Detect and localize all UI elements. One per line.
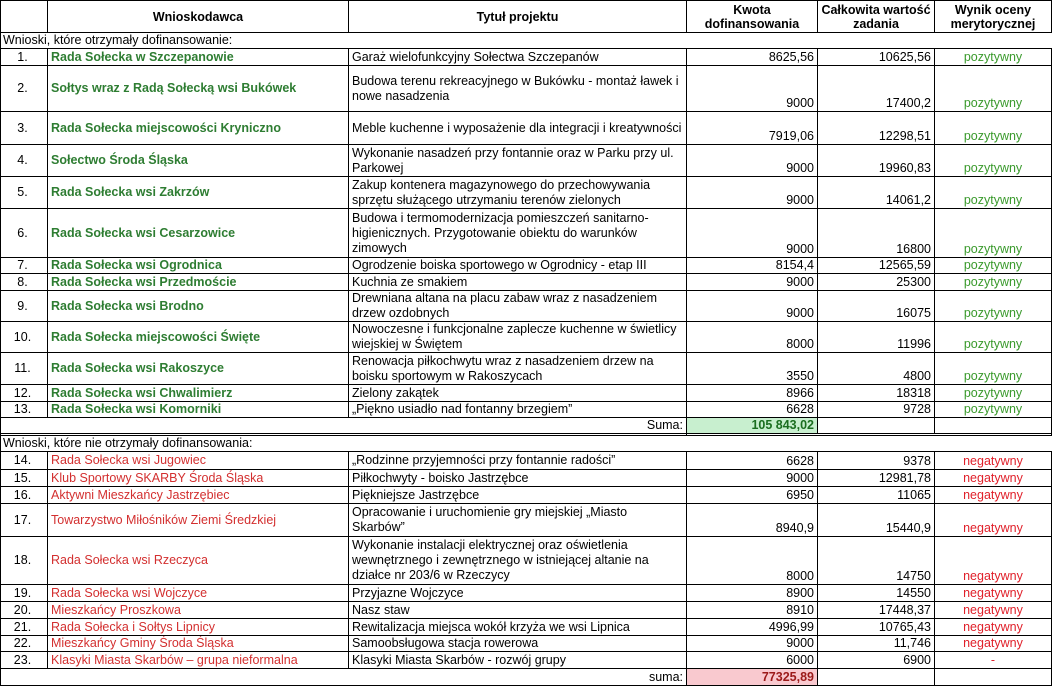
total-value: 4800 (818, 353, 935, 385)
total-value: 25300 (818, 274, 935, 291)
total-value: 10625,56 (818, 49, 935, 66)
total-value: 17448,37 (818, 602, 935, 619)
funding-amount: 9000 (687, 209, 818, 258)
funding-amount: 7919,06 (687, 112, 818, 145)
funding-amount: 8940,9 (687, 504, 818, 537)
sum-label: Suma: (349, 418, 687, 434)
table-row (1, 602, 1052, 619)
applicant-name: Towarzystwo Miłośników Ziemi Średzkiej (48, 504, 349, 537)
applicant-name: Mieszkańcy Gminy Środa Śląska (48, 636, 349, 652)
evaluation-result: pozytywny (935, 258, 1052, 274)
sum-row-funded (1, 418, 1052, 434)
total-value: 9728 (818, 402, 935, 418)
section-not-funded (1, 436, 1052, 452)
table-row (1, 385, 1052, 402)
empty-cell (935, 669, 1052, 686)
project-title: Samoobsługowa stacja rowerowa (349, 636, 687, 652)
project-title: Przyjazne Wojczyce (349, 585, 687, 602)
evaluation-result: negatywny (935, 470, 1052, 487)
applicant-name: Rada Sołecka wsi Jugowiec (48, 452, 349, 470)
empty-cell (935, 418, 1052, 434)
empty-cell (818, 418, 935, 434)
header-result: Wynik oceny merytorycznej (935, 1, 1052, 33)
funding-amount: 9000 (687, 636, 818, 652)
applicant-name: Rada Sołecka wsi Cesarzowice (48, 209, 349, 258)
total-value: 12981,78 (818, 470, 935, 487)
evaluation-result: - (935, 652, 1052, 669)
funding-amount: 9000 (687, 145, 818, 177)
header-lp (1, 1, 48, 33)
applicant-name: Rada Sołecka wsi Przedmoście (48, 274, 349, 291)
funding-amount: 6628 (687, 452, 818, 470)
header-title: Tytuł projektu (349, 1, 687, 33)
evaluation-result: pozytywny (935, 402, 1052, 418)
evaluation-result: negatywny (935, 636, 1052, 652)
table-row (1, 504, 1052, 537)
row-number: 4. (1, 145, 48, 177)
row-number: 3. (1, 112, 48, 145)
applicant-name: Rada Sołecka wsi Zakrzów (48, 177, 349, 209)
project-title: Garaż wielofunkcyjny Sołectwa Szczepanów (349, 49, 687, 66)
empty-cell (1, 418, 48, 434)
total-value: 17400,2 (818, 66, 935, 112)
applicant-name: Sołectwo Środa Śląska (48, 145, 349, 177)
table-row (1, 537, 1052, 585)
applicant-name: Rada Sołecka wsi Komorniki (48, 402, 349, 418)
project-title: Rewitalizacja miejsca wokół krzyża we wsi Lipnica (349, 619, 687, 636)
total-value: 16800 (818, 209, 935, 258)
project-title: Nasz staw (349, 602, 687, 619)
table-row (1, 49, 1052, 66)
section-label: Wnioski, które otrzymały dofinansowanie: (1, 33, 1052, 49)
project-title: Piłkochwyty - boisko Jastrzębce (349, 470, 687, 487)
funding-amount: 3550 (687, 353, 818, 385)
project-title: Budowa i termomodernizacja pomieszczeń sanitarno-higienicznych. Przygotowanie obiektu do warunków zimowych (349, 209, 687, 258)
row-number: 6. (1, 209, 48, 258)
row-number: 22. (1, 636, 48, 652)
funding-amount: 9000 (687, 177, 818, 209)
row-number: 21. (1, 619, 48, 636)
total-value: 14061,2 (818, 177, 935, 209)
project-title: Wykonanie nasadzeń przy fontannie oraz w Parku przy ul. Parkowej (349, 145, 687, 177)
evaluation-result: pozytywny (935, 112, 1052, 145)
project-title: Kuchnia ze smakiem (349, 274, 687, 291)
header-total: Całkowita wartość zadania (818, 1, 935, 33)
table-row (1, 258, 1052, 274)
applicant-name: Rada Sołecka wsi Brodno (48, 291, 349, 322)
empty-cell (1, 669, 48, 686)
table-row (1, 274, 1052, 291)
funding-amount: 9000 (687, 274, 818, 291)
section-funded (1, 33, 1052, 49)
row-number: 19. (1, 585, 48, 602)
total-value: 12565,59 (818, 258, 935, 274)
project-title: Zielony zakątek (349, 385, 687, 402)
applicant-name: Rada Sołecka w Szczepanowie (48, 49, 349, 66)
table-row (1, 619, 1052, 636)
row-number: 15. (1, 470, 48, 487)
total-value: 9378 (818, 452, 935, 470)
evaluation-result: negatywny (935, 487, 1052, 504)
row-number: 12. (1, 385, 48, 402)
row-number: 7. (1, 258, 48, 274)
applicant-name: Aktywni Mieszkańcy Jastrzębiec (48, 487, 349, 504)
sum-row-not-funded (1, 669, 1052, 686)
table-row (1, 322, 1052, 353)
table-row (1, 353, 1052, 385)
total-value: 14750 (818, 537, 935, 585)
row-number: 16. (1, 487, 48, 504)
funding-amount: 8910 (687, 602, 818, 619)
project-title: Renowacja piłkochwytu wraz z nasadzeniem drzew na boisku sportowym w Rakoszycach (349, 353, 687, 385)
funding-amount: 6950 (687, 487, 818, 504)
funding-amount: 8154,4 (687, 258, 818, 274)
applicant-name: Rada Sołecka miejscowości Święte (48, 322, 349, 353)
evaluation-result: pozytywny (935, 291, 1052, 322)
evaluation-result: negatywny (935, 619, 1052, 636)
evaluation-result: negatywny (935, 537, 1052, 585)
evaluation-result: pozytywny (935, 177, 1052, 209)
header-amount: Kwota dofinansowania (687, 1, 818, 33)
row-number: 11. (1, 353, 48, 385)
applicant-name: Rada Sołecka miejscowości Kryniczno (48, 112, 349, 145)
project-title: Opracowanie i uruchomienie gry miejskiej „Miasto Skarbów” (349, 504, 687, 537)
project-title: Klasyki Miasta Skarbów - rozwój grupy (349, 652, 687, 669)
applicant-name: Klub Sportowy SKARBY Środa Śląska (48, 470, 349, 487)
funding-amount: 8966 (687, 385, 818, 402)
funding-amount: 9000 (687, 66, 818, 112)
sum-value-funded: 105 843,02 (687, 418, 818, 434)
evaluation-result: negatywny (935, 452, 1052, 470)
total-value: 11,746 (818, 636, 935, 652)
table-row (1, 66, 1052, 112)
table-row (1, 470, 1052, 487)
applicant-name: Rada Sołecka wsi Rakoszyce (48, 353, 349, 385)
applicant-name: Rada Sołecka wsi Wojczyce (48, 585, 349, 602)
table-row (1, 636, 1052, 652)
empty-cell (48, 418, 349, 434)
row-number: 18. (1, 537, 48, 585)
evaluation-result: pozytywny (935, 145, 1052, 177)
row-number: 8. (1, 274, 48, 291)
row-number: 13. (1, 402, 48, 418)
evaluation-result: pozytywny (935, 49, 1052, 66)
row-number: 20. (1, 602, 48, 619)
total-value: 11065 (818, 487, 935, 504)
project-title: Wykonanie instalacji elektrycznej oraz oświetlenia wewnętrznego i zewnętrznego w istniejącej altanie na działce nr 203/6 w Rzeczycy (349, 537, 687, 585)
row-number: 23. (1, 652, 48, 669)
total-value: 12298,51 (818, 112, 935, 145)
row-number: 2. (1, 66, 48, 112)
evaluation-result: pozytywny (935, 353, 1052, 385)
table-row (1, 652, 1052, 669)
table-row (1, 452, 1052, 470)
funding-amount: 8000 (687, 537, 818, 585)
evaluation-result: pozytywny (935, 66, 1052, 112)
total-value: 15440,9 (818, 504, 935, 537)
empty-cell (48, 669, 349, 686)
row-number: 10. (1, 322, 48, 353)
applicant-name: Rada Sołecka i Sołtys Lipnicy (48, 619, 349, 636)
applicant-name: Klasyki Miasta Skarbów – grupa nieformalna (48, 652, 349, 669)
project-title: „Piękno usiadło nad fontanny brzegiem” (349, 402, 687, 418)
row-number: 9. (1, 291, 48, 322)
table-row (1, 177, 1052, 209)
table-row (1, 145, 1052, 177)
table-row (1, 487, 1052, 504)
header-row (1, 1, 1052, 33)
empty-cell (818, 669, 935, 686)
section-label: Wnioski, które nie otrzymały dofinansowania: (1, 436, 1052, 452)
row-number: 1. (1, 49, 48, 66)
table-row (1, 112, 1052, 145)
funding-amount: 8625,56 (687, 49, 818, 66)
evaluation-result: negatywny (935, 504, 1052, 537)
project-title: „Rodzinne przyjemności przy fontannie radości” (349, 452, 687, 470)
table-row (1, 402, 1052, 418)
evaluation-result: pozytywny (935, 385, 1052, 402)
sum-value-not-funded: 77325,89 (687, 669, 818, 686)
table-row (1, 585, 1052, 602)
funding-amount: 8900 (687, 585, 818, 602)
evaluation-result: pozytywny (935, 274, 1052, 291)
total-value: 19960,83 (818, 145, 935, 177)
funding-amount: 9000 (687, 291, 818, 322)
evaluation-result: pozytywny (935, 322, 1052, 353)
total-value: 11996 (818, 322, 935, 353)
funding-amount: 4996,99 (687, 619, 818, 636)
total-value: 14550 (818, 585, 935, 602)
funding-amount: 9000 (687, 470, 818, 487)
total-value: 16075 (818, 291, 935, 322)
evaluation-result: pozytywny (935, 209, 1052, 258)
row-number: 17. (1, 504, 48, 537)
row-number: 5. (1, 177, 48, 209)
applicant-name: Rada Sołecka wsi Chwalimierz (48, 385, 349, 402)
project-title: Zakup kontenera magazynowego do przechowywania sprzętu służącego utrzymaniu terenów zielonych (349, 177, 687, 209)
sum-label: suma: (349, 669, 687, 686)
project-title: Budowa terenu rekreacyjnego w Bukówku - montaż ławek i nowe nasadzenia (349, 66, 687, 112)
evaluation-result: negatywny (935, 602, 1052, 619)
total-value: 18318 (818, 385, 935, 402)
applicant-name: Rada Sołecka wsi Ogrodnica (48, 258, 349, 274)
funding-amount: 8000 (687, 322, 818, 353)
project-title: Ogrodzenie boiska sportowego w Ogrodnicy - etap III (349, 258, 687, 274)
header-applicant: Wnioskodawca (48, 1, 349, 33)
total-value: 6900 (818, 652, 935, 669)
funding-amount: 6628 (687, 402, 818, 418)
applicant-name: Mieszkańcy Proszkowa (48, 602, 349, 619)
applicant-name: Sołtys wraz z Radą Sołecką wsi Bukówek (48, 66, 349, 112)
total-value: 10765,43 (818, 619, 935, 636)
project-title: Drewniana altana na placu zabaw wraz z nasadzeniem drzew ozdobnych (349, 291, 687, 322)
table-row (1, 291, 1052, 322)
funding-amount: 6000 (687, 652, 818, 669)
table-row (1, 209, 1052, 258)
applicant-name: Rada Sołecka wsi Rzeczyca (48, 537, 349, 585)
evaluation-result: negatywny (935, 585, 1052, 602)
project-title: Piękniejsze Jastrzębce (349, 487, 687, 504)
project-title: Meble kuchenne i wyposażenie dla integracji i kreatywności (349, 112, 687, 145)
project-title: Nowoczesne i funkcjonalne zaplecze kuchenne w świetlicy wiejskiej w Świętem (349, 322, 687, 353)
row-number: 14. (1, 452, 48, 470)
